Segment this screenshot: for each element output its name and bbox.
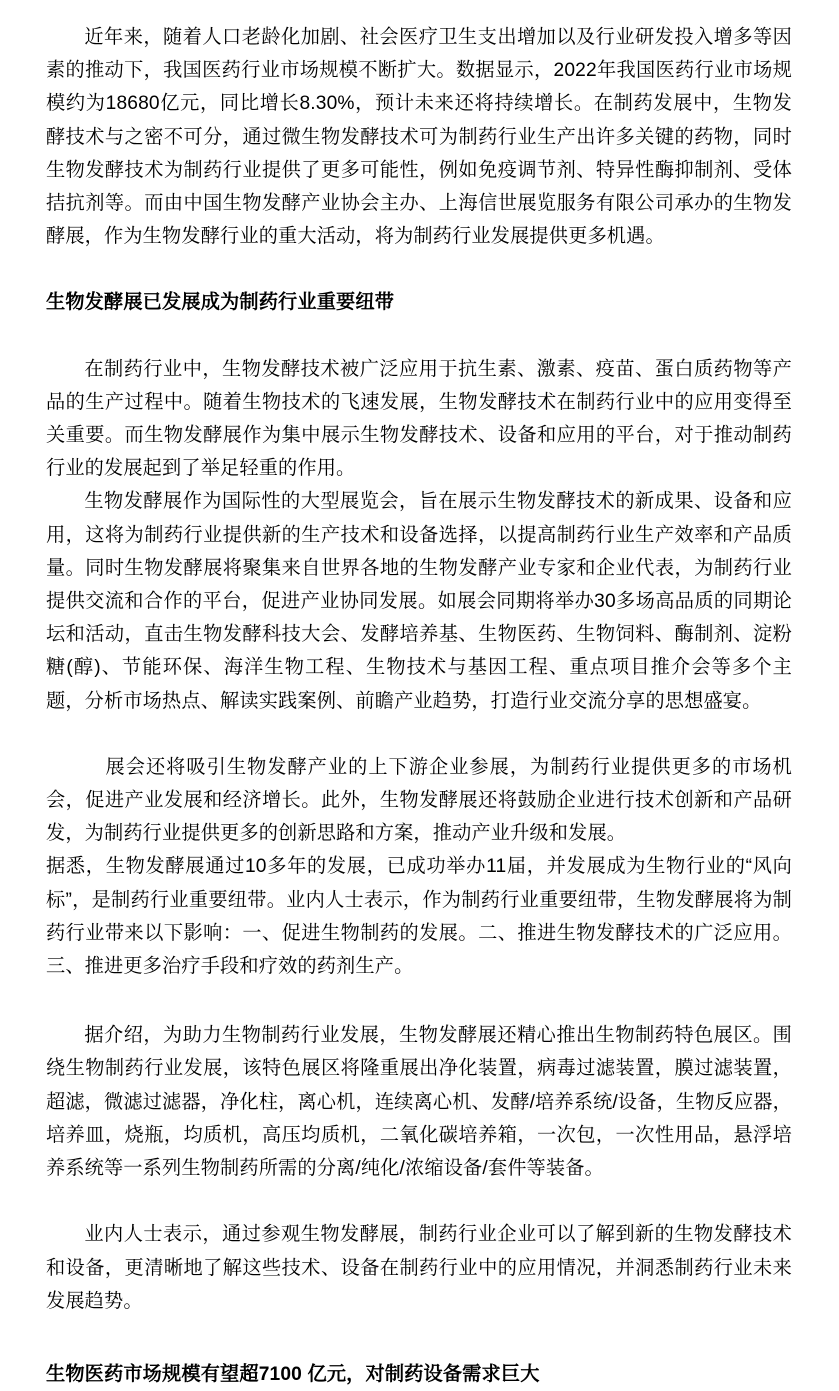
paragraph-upstream-downstream: 展会还将吸引生物发酵产业的上下游企业参展，为制药行业提供更多的市场机会，促进产业发展和经济增长。此外，生物发酵展还将鼓励企业进行技术创新和产品研发，为制药行业提供更多的创新思路和方案，推动产业升级和发展。 — [46, 756, 792, 845]
document-body — [46, 0, 792, 1391]
section-heading-1: 生物发酵展已发展成为制药行业重要纽带 — [46, 292, 395, 314]
spacer-before-zone — [46, 983, 792, 1019]
spacer-before-upstream — [46, 718, 792, 751]
spacer-before-heading-1 — [46, 253, 792, 286]
spacer-after-heading-1 — [46, 320, 792, 353]
paragraph-intro: 近年来，随着人口老龄化加剧、社会医疗卫生支出增加以及行业研发投入增多等因素的推动下，我国医药行业市场规模不断扩大。数据显示，2022年我国医药行业市场规模约为18680亿元，同比增长8.30%，预计未来还将持续增长。在制药发展中，生物发酵技术与之密不可分，通过微生物发酵技术可为制药行业生产出许多关键的药物，同时生物发酵技术为制药行业提供了更多可能性，例如免疫调节剂、特异性酶抑制剂、受体拮抗剂等。而由中国生物发酵产业协会主办、上海信世展览服务有限公司承办的生物发酵展，作为生物发酵行业的重大活动，将为制药行业发展提供更多机遇。 — [46, 27, 792, 248]
section-heading-2: 生物医药市场规模有望超7100 亿元，对制药设备需求巨大 — [46, 1363, 540, 1385]
paragraph-biopharma-zone: 据介绍，为助力生物制药行业发展，生物发酵展还精心推出生物制药特色展区。围绕生物制药行业发展，该特色展区将隆重展出净化装置，病毒过滤装置，膜过滤装置，超滤，微滤过滤器，净化柱，离心机，连续离心机、发酵/培养系统/设备，生物反应器，培养皿，烧瓶，均质机，高压均质机，二氧化碳培养箱，一次包，一次性用品，悬浮培养系统等一系列生物制药所需的分离/纯化/浓缩设备/套件等装备。 — [46, 1025, 792, 1180]
spacer-before-insiders — [46, 1185, 792, 1218]
paragraph-industry-insiders: 业内人士表示，通过参观生物发酵展，制药行业企业可以了解到新的生物发酵技术和设备，更清晰地了解这些技术、设备在制药行业中的应用情况，并洞悉制药行业未来发展趋势。 — [46, 1224, 792, 1312]
paragraph-pharma-application: 在制药行业中，生物发酵技术被广泛应用于抗生素、激素、疫苗、蛋白质药物等产品的生产过程中。随着生物技术的飞速发展，生物发酵技术在制药行业中的应用变得至关重要。而生物发酵展作为集中展示生物发酵技术、设备和应用的平台，对于推动制药行业的发展起到了举足轻重的作用。 — [46, 358, 792, 480]
top-spacer — [46, 0, 792, 21]
spacer-before-heading-2 — [46, 1318, 792, 1358]
paragraph-international-expo: 生物发酵展作为国际性的大型展览会，旨在展示生物发酵技术的新成果、设备和应用，这将为制药行业提供新的生产技术和设备选择，以提高制药行业生产效率和产品质量。同时生物发酵展将聚集来自世界各地的生物发酵产业专家和企业代表，为制药行业提供交流和合作的平台，促进产业协同发展。如展会同期将举办30多场高品质的同期论坛和活动，直击生物发酵科技大会、发酵培养基、生物医药、生物饲料、酶制剂、淀粉糖(醇)、节能环保、海洋生物工程、生物技术与基因工程、重点项目推介会等多个主题，分析市场热点、解读实践案例、前瞻产业趋势，打造行业交流分享的思想盛宴。 — [46, 491, 792, 712]
paragraph-eleventh-edition: 据悉，生物发酵展通过10多年的发展，已成功举办11届，并发展成为生物行业的“风向标”，是制药行业重要纽带。业内人士表示，作为制药行业重要纽带，生物发酵展将为制药行业带来以下影响：一、促进生物制药的发展。二、推进生物发酵技术的广泛应用。三、推进更多治疗手段和疗效的药剂生产。 — [46, 856, 792, 978]
